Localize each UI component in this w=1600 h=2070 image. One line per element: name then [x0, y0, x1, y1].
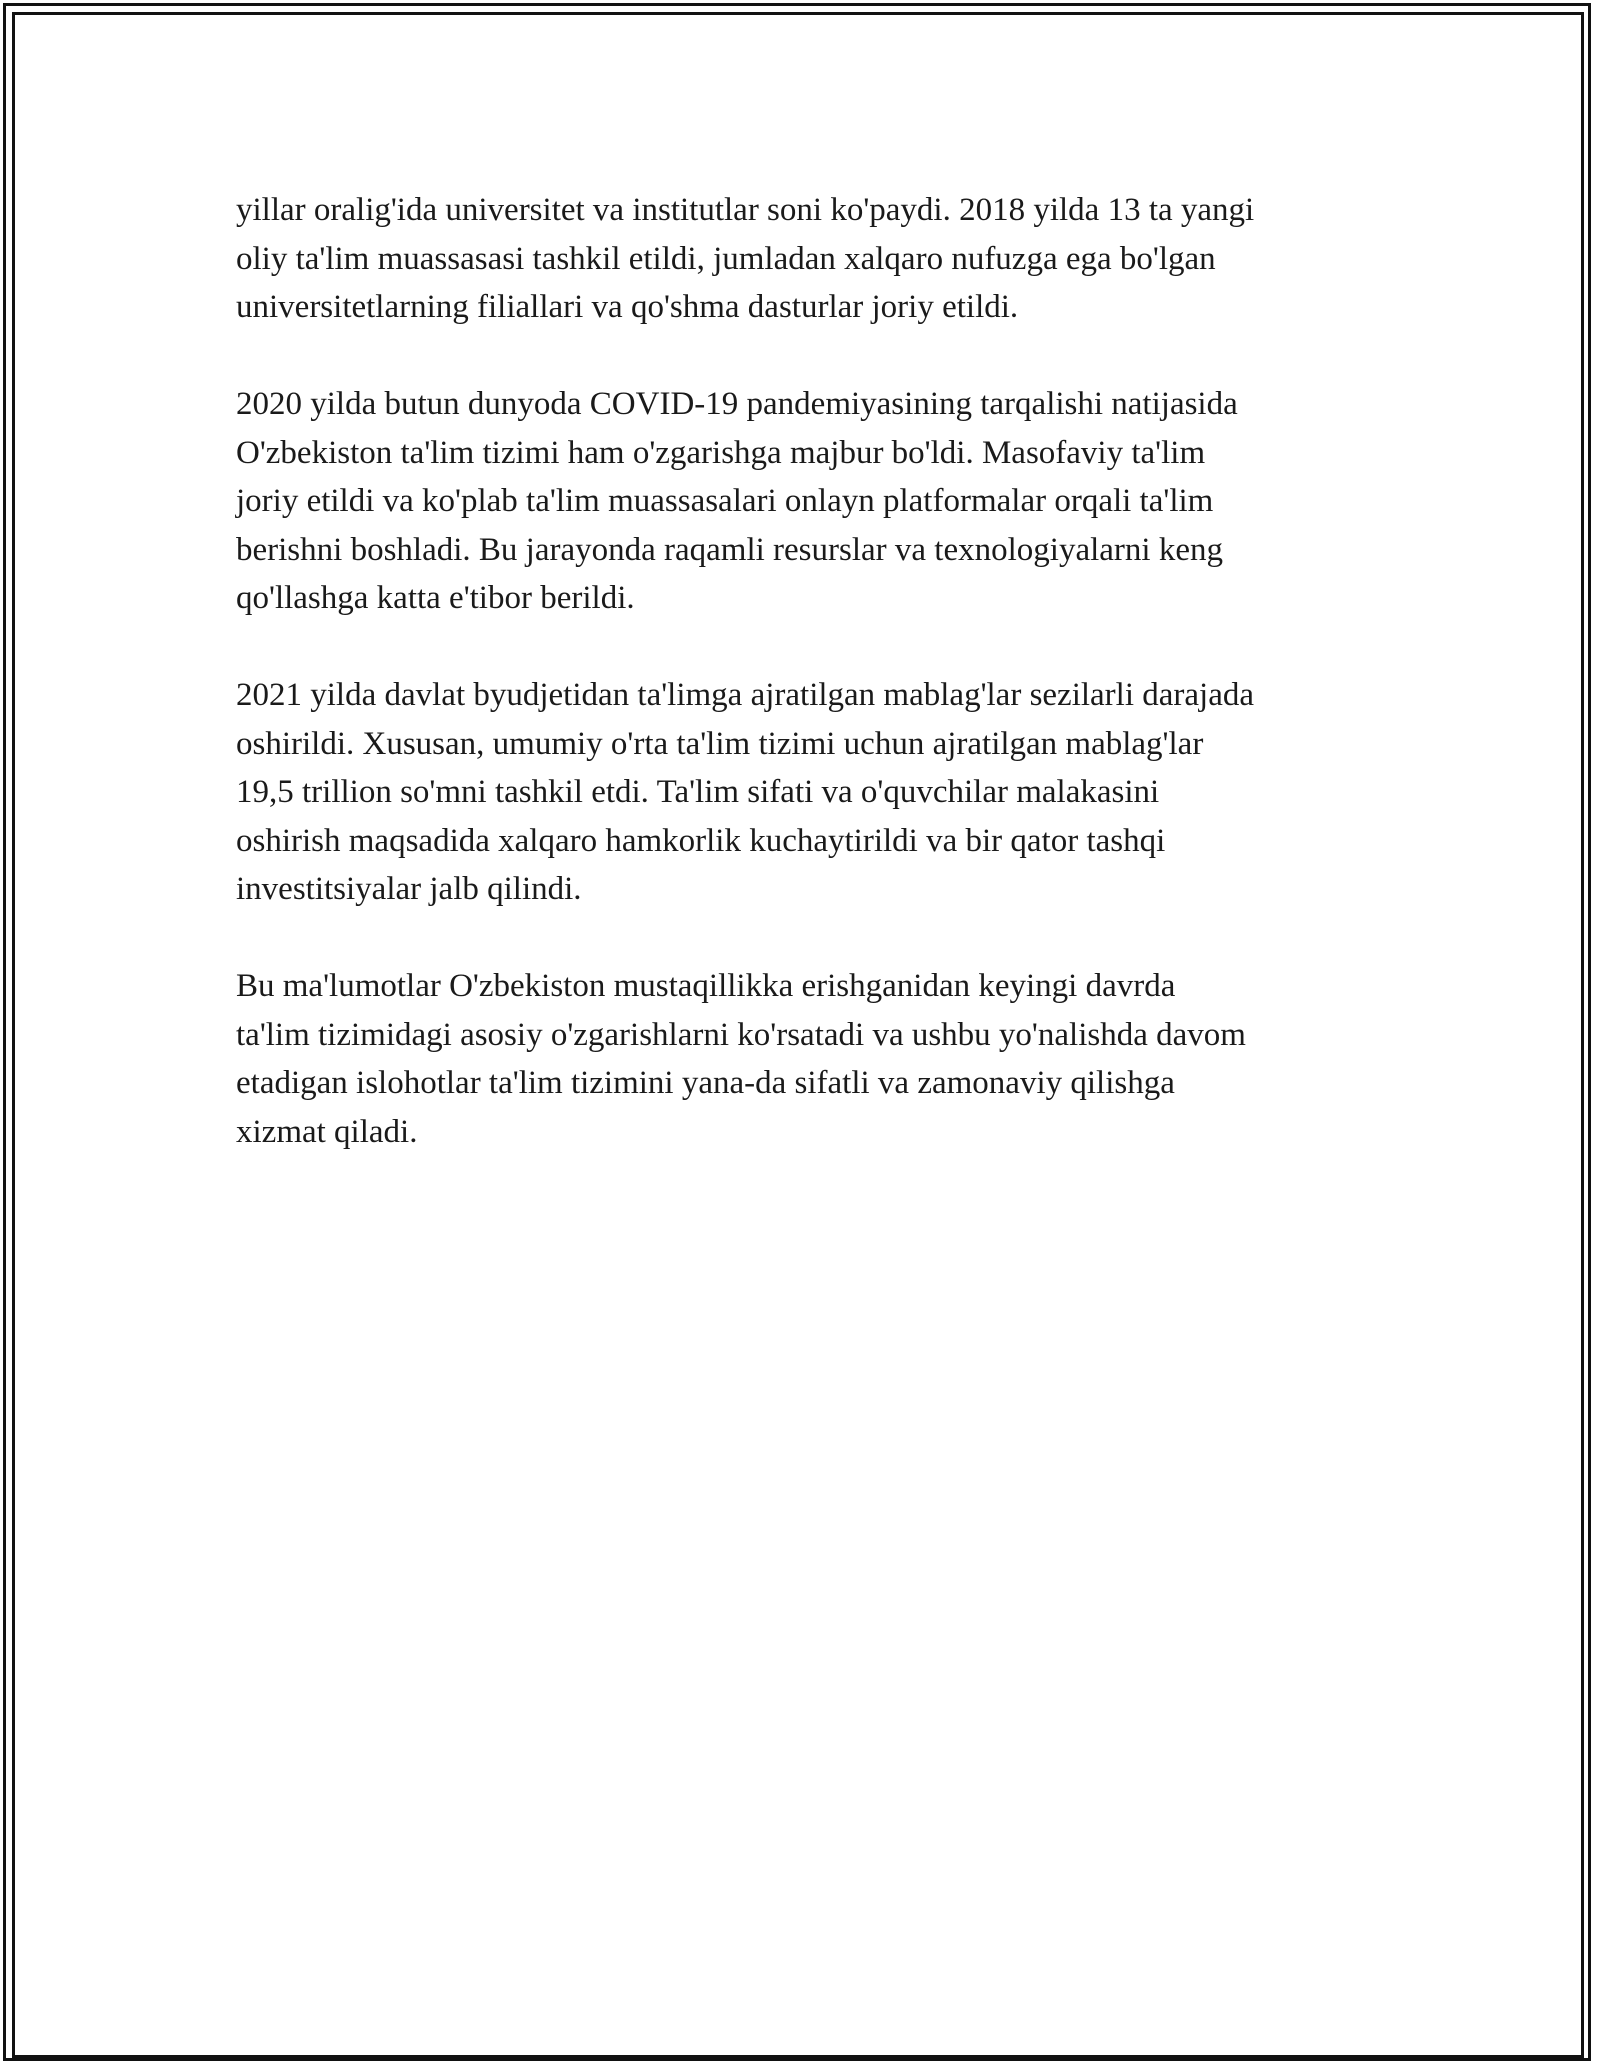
text-line: oshirildi. Xususan, umumiy o'rta ta'lim tizimi uchun ajratilgan mablag'lar	[236, 725, 1204, 762]
paragraph-conclusion	[236, 962, 1376, 1156]
text-line: 2021 yilda davlat byudjetidan ta'limga ajratilgan mablag'lar sezilarli darajada	[236, 677, 1255, 713]
text-line: 2020 yilda butun dunyoda COVID-19 pandemiyasining tarqalishi natijasida	[236, 386, 1238, 422]
text-line: O'zbekiston ta'lim tizimi ham o'zgarishga majbur bo'ldi. Masofaviy ta'lim	[236, 434, 1206, 471]
text-line: universitetlarning filiallari va qo'shma dasturlar joriy etildi.	[236, 289, 1019, 325]
text-line: berishni boshladi. Bu jarayonda raqamli resurslar va texnologiyalarni keng	[236, 531, 1223, 568]
text-line: ta'lim tizimidagi asosiy o'zgarishlarni ko'rsatadi va ushbu yo'nalishda davom	[236, 1016, 1246, 1053]
text-line: 19,5 trillion so'mni tashkil etdi. Ta'lim sifati va o'quvchilar malakasini	[236, 774, 1160, 810]
text-line: etadigan islohotlar ta'lim tizimini yana-da sifatli va zamonaviy qilishga	[236, 1065, 1175, 1101]
text-line: yillar oralig'ida universitet va institutlar soni ko'paydi. 2018 yilda 13 ta yangi	[236, 192, 1255, 228]
paragraph-budget	[236, 671, 1376, 914]
text-line: oshirish maqsadida xalqaro hamkorlik kuchaytirildi va bir qator tashqi	[236, 822, 1166, 859]
document-body	[236, 186, 1376, 1205]
paragraph-covid	[236, 380, 1376, 623]
paragraph-universities	[236, 186, 1376, 332]
text-line: Bu ma'lumotlar O'zbekiston mustaqillikka erishganidan keyingi davrda	[236, 968, 1176, 1004]
text-line: oliy ta'lim muassasasi tashkil etildi, jumladan xalqaro nufuzga ega bo'lgan	[236, 240, 1216, 277]
text-line: xizmat qiladi.	[236, 1113, 418, 1150]
text-line: qo'llashga katta e'tibor berildi.	[236, 580, 635, 616]
text-line: joriy etildi va ko'plab ta'lim muassasalari onlayn platformalar orqali ta'lim	[236, 483, 1214, 519]
text-line: investitsiyalar jalb qilindi.	[236, 871, 582, 907]
